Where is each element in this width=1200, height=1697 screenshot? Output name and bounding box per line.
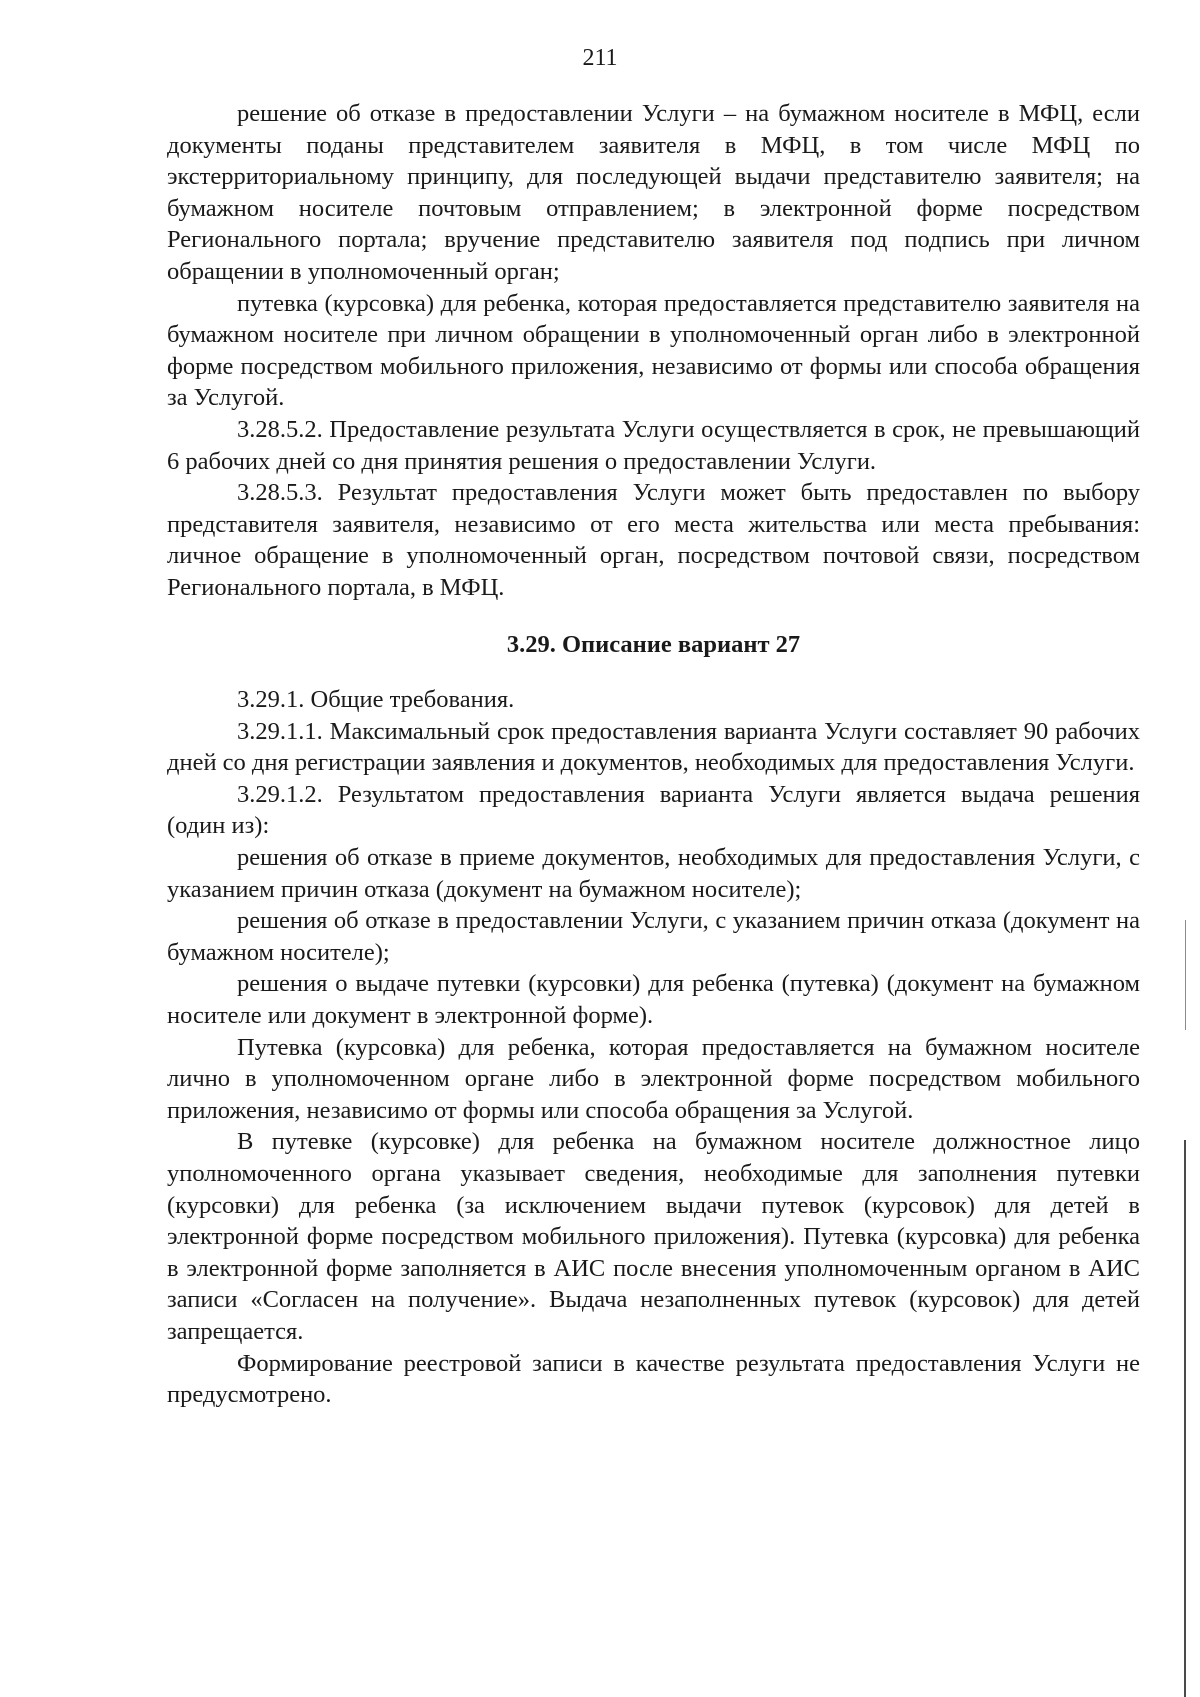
page-number: 211 [582,45,618,71]
paragraph-voucher-filling: В путевке (курсовке) для ребенка на бумажном носителе должностное лицо уполномоченного органа указывает сведения, необходимые для заполнения путевки (курсовки) для ребенка (за исключением выдачи путевок (курсовок) для детей в электронной форме посредством мобильного приложения). Путевка (курсовка) для ребенка в электронной форме заполняется в АИС после внесения уполномоченным органом в АИС записи «Согласен на получение». Выдача незаполненных путевок (курсовок) для детей запрещается. [167,1128,1140,1345]
paragraph-3-29-1-2: 3.29.1.2. Результатом предоставления варианта Услуги является выдача решения (один из): [167,780,1140,840]
paragraph-registry-record: Формирование реестровой записи в качестве результата предоставления Услуги не предусмотрено. [167,1349,1140,1409]
paragraph-3-28-5-2: 3.28.5.2. Предоставление результата Услуги осуществляется в срок, не превышающий 6 рабочих дней со дня принятия решения о предоставлении Услуги. [167,415,1140,475]
list-item-reject-documents: решения об отказе в приеме документов, необходимых для предоставления Услуги, с указанием причин отказа (документ на бумажном носителе); [167,844,1140,903]
paragraph-3-29-1: 3.29.1. Общие требования. [237,686,515,714]
scan-edge-line [1184,1140,1186,1697]
paragraph-voucher-delivery: путевка (курсовка) для ребенка, которая предоставляется представителю заявителя на бумажном носителе при личном обращении в уполномоченный орган либо в электронной форме посредством мобильного приложения, независимо от формы или способа обращения за Услугой. [167,289,1140,412]
paragraph-voucher-paper-or-electronic: Путевка (курсовка) для ребенка, которая предоставляется на бумажном носителе лично в уполномоченном органе либо в электронной форме посредством мобильного приложения, независимо от формы или способа обращения за Услугой. [167,1033,1140,1124]
paragraph-3-28-5-3: 3.28.5.3. Результат предоставления Услуги может быть предоставлен по выбору представителя заявителя, независимо от его места жительства или места пребывания: личное обращение в уполномоченный орган, посредством почтовой связи, посредством Регионального портала, в МФЦ. [167,479,1140,601]
section-heading: 3.29. Описание вариант 27 [506,630,801,658]
list-item-reject-service: решения об отказе в предоставлении Услуги, с указанием причин отказа (документ на бумажном носителе); [167,907,1140,966]
list-item-issue-voucher: решения о выдаче путевки (курсовки) для ребенка (путевка) (документ на бумажном носителе или документ в электронной форме). [167,970,1140,1030]
paragraph-3-29-1-1: 3.29.1.1. Максимальный срок предоставления варианта Услуги составляет 90 рабочих дней со дня регистрации заявления и документов, необходимых для предоставления Услуги. [167,717,1140,777]
document-body [167,98,1140,1411]
paragraph-refusal-decision: решение об отказе в предоставлении Услуги – на бумажном носителе в МФЦ, если документы поданы представителем заявителя в МФЦ, в том числе МФЦ по экстерриториальному принципу, для последующей выдачи представителю заявителя; на бумажном носителе почтовым отправлением; в электронной форме посредством Регионального портала; вручение представителю заявителя под подпись при личном обращении в уполномоченный орган; [167,100,1140,285]
scan-edge-mark [1185,920,1186,1030]
